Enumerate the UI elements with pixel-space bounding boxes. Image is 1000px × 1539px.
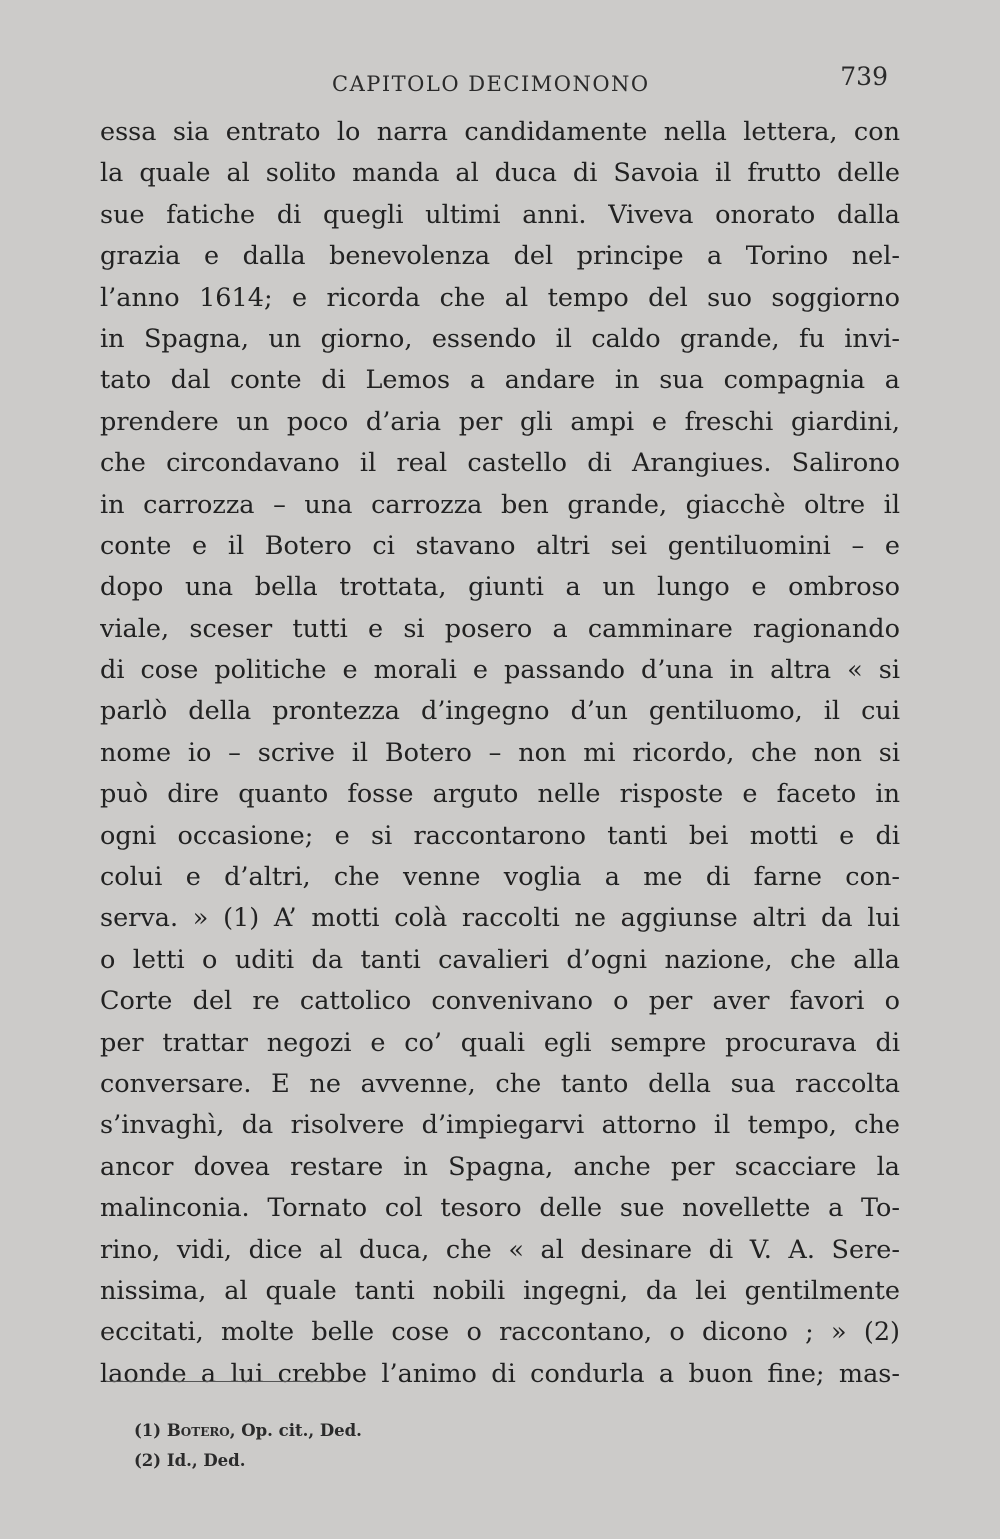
text-line: che circondavano il real castello di Arangiues. Salirono	[100, 448, 900, 479]
text-line: colui e d’altri, che venne voglia a me di farne con-	[100, 862, 900, 893]
text-line: conversare. E ne avvenne, che tanto della sua raccolta	[100, 1068, 900, 1099]
text-line: viale, sceser tutti e si posero a camminare ragionando	[100, 613, 900, 644]
text-line: per trattar negozi e co’ quali egli sempre procurava di	[100, 1027, 900, 1058]
text-line: Corte del re cattolico convenivano o per aver favori o	[100, 986, 900, 1017]
text-line: prendere un poco d’aria per gli ampi e freschi giardini,	[100, 406, 900, 437]
footnote-1	[134, 1416, 634, 1446]
page-number: 739	[840, 62, 888, 91]
text-line: in Spagna, un giorno, essendo il caldo grande, fu invi-	[100, 323, 900, 354]
text-line: o letti o uditi da tanti cavalieri d’ogni nazione, che alla	[100, 944, 900, 975]
text-line: eccitati, molte belle cose o raccontano, o dicono ; » (2)	[100, 1317, 900, 1348]
footnote-text: , Op. cit., Ded.	[229, 1421, 362, 1440]
text-line: dopo una bella trottata, giunti a un lungo e ombroso	[100, 572, 900, 603]
text-line: essa sia entrato lo narra candidamente nella lettera, con	[100, 117, 900, 147]
text-line: ogni occasione; e si raccontarono tanti bei motti e di	[100, 820, 900, 851]
text-line: nome io – scrive il Botero – non mi ricordo, che non si	[100, 737, 900, 768]
text-line: malinconia. Tornato col tesoro delle sue novellette a To-	[100, 1193, 900, 1224]
text-line: serva. » (1) A’ motti colà raccolti ne aggiunse altri da lui	[100, 903, 900, 934]
text-line: di cose politiche e morali e passando d’una in altra « si	[100, 655, 900, 686]
body-text	[100, 112, 900, 1395]
footnotes	[134, 1416, 634, 1476]
text-line: la quale al solito manda al duca di Savoia il frutto delle	[100, 158, 900, 189]
text-line: s’invaghì, da risolvere d’impiegarvi attorno il tempo, che	[100, 1110, 900, 1141]
footnote-divider	[106, 1381, 342, 1382]
footnote-2	[134, 1446, 634, 1476]
text-line: sue fatiche di quegli ultimi anni. Viveva onorato dalla	[100, 199, 900, 230]
text-line: grazia e dalla benevolenza del principe a Torino nel-	[100, 241, 900, 272]
text-line: tato dal conte di Lemos a andare in sua compagnia a	[100, 365, 900, 396]
page-header	[100, 62, 900, 102]
text-line: parlò della prontezza d’ingegno d’un gentiluomo, il cui	[100, 696, 900, 727]
text-line: in carrozza – una carrozza ben grande, giacchè oltre il	[100, 489, 900, 520]
footnote-author: Botero	[166, 1421, 230, 1440]
text-line: può dire quanto fosse arguto nelle risposte e faceto in	[100, 779, 900, 810]
footnote-marker: (2)	[134, 1451, 162, 1470]
text-line: l’anno 1614; e ricorda che al tempo del suo soggiorno	[100, 282, 900, 313]
text-line: conte e il Botero ci stavano altri sei gentiluomini – e	[100, 530, 900, 561]
footnote-text: Id., Ded.	[166, 1451, 246, 1470]
text-line: laonde a lui crebbe l’animo di condurla a buon fine; mas-	[100, 1358, 900, 1389]
text-line: rino, vidi, dice al duca, che « al desinare di V. A. Sere-	[100, 1234, 900, 1265]
text-line: nissima, al quale tanti nobili ingegni, da lei gentilmente	[100, 1275, 900, 1306]
running-head: CAPITOLO DECIMONONO	[332, 72, 650, 96]
footnote-marker: (1)	[134, 1421, 162, 1440]
text-line: ancor dovea restare in Spagna, anche per scacciare la	[100, 1151, 900, 1182]
